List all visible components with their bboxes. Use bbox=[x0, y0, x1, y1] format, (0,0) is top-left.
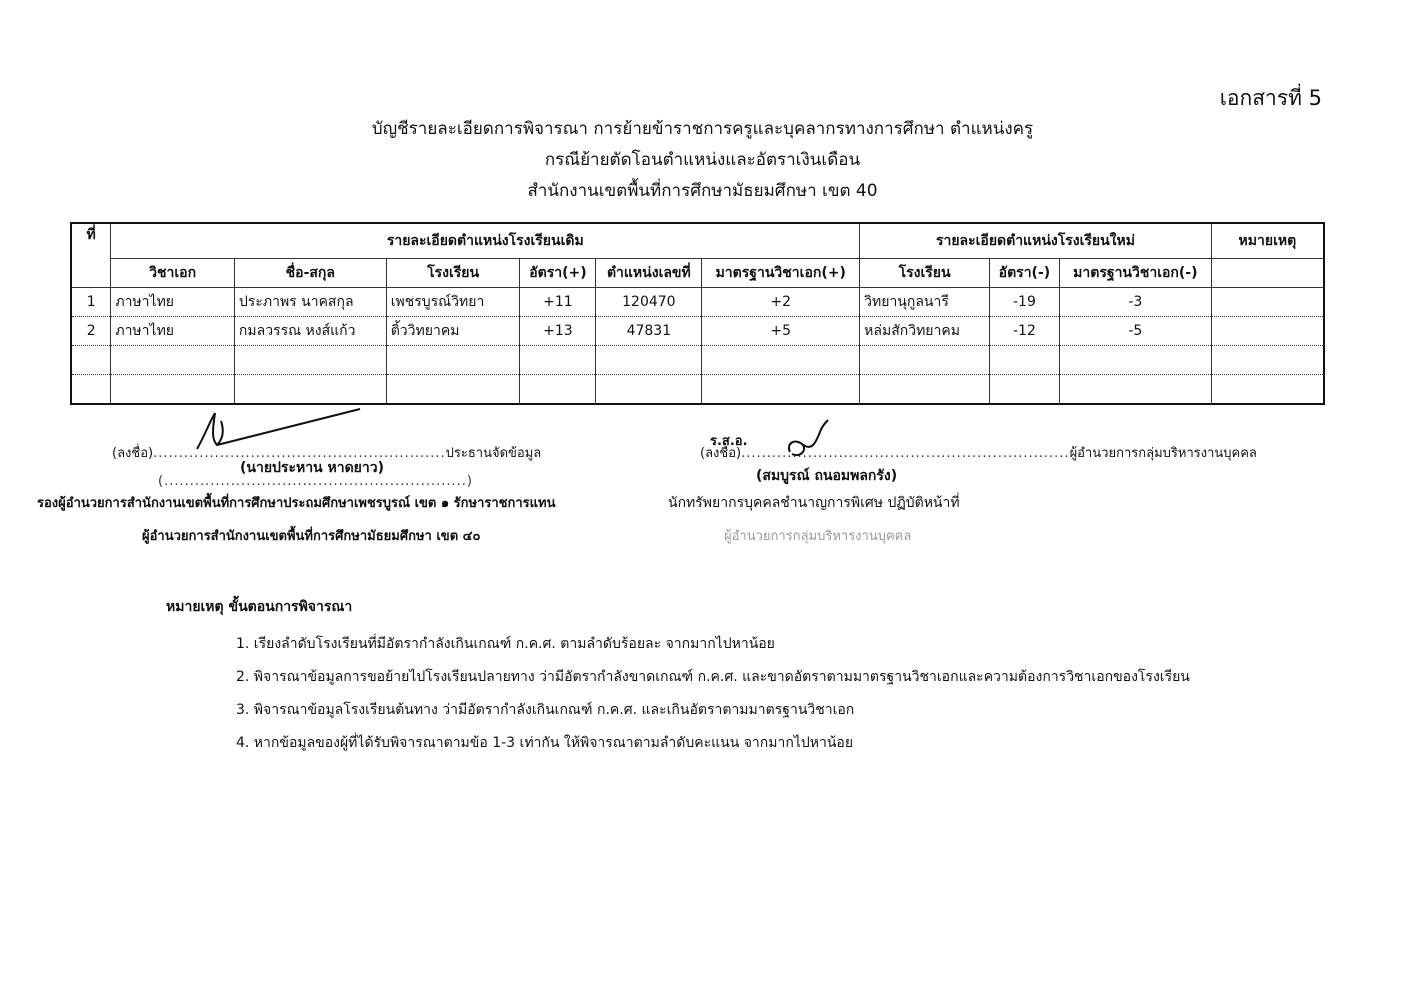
row-no: 1 bbox=[71, 288, 111, 317]
row-school: เพชรบูรณ์วิทยา bbox=[386, 288, 520, 317]
row-new-school: วิทยานุกูลนารี bbox=[860, 288, 990, 317]
row-std-plus: +2 bbox=[702, 288, 860, 317]
left-sign-name: (นายประหาน หาดยาว) bbox=[240, 460, 384, 476]
row-position-no: 120470 bbox=[596, 288, 702, 317]
new-school-group-header: รายละเอียดตำแหน่งโรงเรียนใหม่ bbox=[860, 223, 1212, 259]
row-school: ติ้ววิทยาคม bbox=[386, 317, 520, 346]
major-header: วิชาเอก bbox=[111, 259, 235, 288]
rate-plus-header: อัตรา(+) bbox=[520, 259, 596, 288]
row-rate-plus: +13 bbox=[520, 317, 596, 346]
school-header: โรงเรียน bbox=[386, 259, 520, 288]
notes-heading: หมายเหตุ ขั้นตอนการพิจารณา bbox=[166, 599, 353, 615]
right-sign-position-line2: ผู้อำนวยการกลุ่มบริหารงานบุคคล bbox=[724, 529, 912, 544]
document-label: เอกสารที่ 5 bbox=[1219, 86, 1322, 110]
table-row-empty bbox=[71, 375, 1324, 405]
row-std-plus: +5 bbox=[702, 317, 860, 346]
notes-list bbox=[166, 628, 1190, 760]
col-no-header: ที่ bbox=[71, 223, 111, 288]
row-rate-minus: -12 bbox=[989, 317, 1059, 346]
left-sign-label: (ลงชื่อ) bbox=[112, 446, 154, 461]
notes-section bbox=[166, 596, 1190, 760]
rate-minus-header: อัตรา(-) bbox=[989, 259, 1059, 288]
right-sign-role: ผู้อำนวยการกลุ่มบริหารงานบุคคล bbox=[1069, 446, 1257, 461]
note-item: 4. 4. หากข้อมูลของผู้ที่ได้รับพิจารณาตามข้อ 1-3 เท่ากัน ให้พิจารณาตามลำดับคะแนน จากมากไปหาน้อย bbox=[236, 727, 1190, 760]
title-line-2: กรณีย้ายตัดโอนตำแหน่งและอัตราเงินเดือน bbox=[544, 150, 861, 170]
note-item: 1. 1. เรียงลำดับโรงเรียนที่มีอัตรากำลังเกินเกณฑ์ ก.ค.ศ. ตามลำดับร้อยละ จากมากไปหาน้อย bbox=[236, 628, 1190, 661]
row-std-minus: -3 bbox=[1059, 288, 1211, 317]
remark-blank-header bbox=[1211, 259, 1324, 288]
row-rate-minus: -19 bbox=[989, 288, 1059, 317]
row-new-school: หล่มสักวิทยาคม bbox=[860, 317, 990, 346]
note-item: 3. 3. พิจารณาข้อมูลโรงเรียนต้นทาง ว่ามีอัตรากำลังเกินเกณฑ์ ก.ค.ศ. และเกินอัตราตามมาตรฐานวิชาเอก bbox=[236, 694, 1190, 727]
row-major: ภาษาไทย bbox=[111, 288, 235, 317]
document-title bbox=[0, 114, 1405, 207]
row-no: 2 bbox=[71, 317, 111, 346]
name-header: ชื่อ-สกุล bbox=[234, 259, 386, 288]
right-signature-block: ร.ส.อ. (ลงชื่อ)................................................................ผู้อำนวยการกลุ่มบริหารงานบุคคล (สมบูรณ์ ถนอมพลกรัง) bbox=[700, 443, 1260, 487]
remark-header: หมายเหตุ bbox=[1211, 223, 1324, 259]
std-minus-header: มาตรฐานวิชาเอก(-) bbox=[1059, 259, 1211, 288]
table-row bbox=[71, 317, 1324, 346]
table-group-header bbox=[71, 223, 1324, 259]
right-sign-name: (สมบูรณ์ ถนอมพลกรัง) bbox=[756, 468, 898, 484]
row-position-no: 47831 bbox=[596, 317, 702, 346]
row-std-minus: -5 bbox=[1059, 317, 1211, 346]
note-item: 2. 2. พิจารณาข้อมูลการขอย้ายไปโรงเรียนปลายทาง ว่ามีอัตรากำลังขาดเกณฑ์ ก.ค.ศ. และขาดอัตราตามมาตรฐานวิชาเอกและความต้องการวิชาเอกของโรงเรียน bbox=[236, 661, 1190, 694]
left-sign-position-line2: ผู้อำนวยการสำนักงานเขตพื้นที่การศึกษามัธยมศึกษา เขต ๔๐ bbox=[142, 529, 481, 544]
right-sign-position-line1: นักทรัพยากรบุคคลชำนาญการพิเศษ ปฏิบัติหน้าที่ bbox=[668, 495, 960, 511]
std-plus-header: มาตรฐานวิชาเอก(+) bbox=[702, 259, 860, 288]
new-school-header: โรงเรียน bbox=[860, 259, 990, 288]
row-remark bbox=[1211, 317, 1324, 346]
left-signature-block: (ลงชื่อ).........................................................ประธานจัดข้อมูล (นายประหาน หาดยาว) (...........................................................) bbox=[112, 446, 542, 489]
title-line-3: สำนักงานเขตพื้นที่การศึกษามัธยมศึกษา เขต 40 bbox=[527, 181, 878, 201]
table-row-empty bbox=[71, 346, 1324, 375]
position-no-header: ตำแหน่งเลขที่ bbox=[596, 259, 702, 288]
row-major: ภาษาไทย bbox=[111, 317, 235, 346]
table-row bbox=[71, 288, 1324, 317]
left-sign-position-line1: รองผู้อำนวยการสำนักงานเขตพื้นที่การศึกษาประถมศึกษาเพชรบูรณ์ เขต ๑ รักษาราชการแทน bbox=[37, 496, 556, 511]
row-name: ประภาพร นาคสกุล bbox=[234, 288, 386, 317]
row-name: กมลวรรณ หงส์แก้ว bbox=[234, 317, 386, 346]
title-line-1: บัญชีรายละเอียดการพิจารณา การย้ายข้าราชการครูและบุคลากรทางการศึกษา ตำแหน่งครู bbox=[371, 119, 1034, 139]
right-sign-label: (ลงชื่อ) bbox=[700, 446, 742, 461]
transfer-table bbox=[70, 222, 1325, 405]
left-sign-role: ประธานจัดข้อมูล bbox=[445, 446, 542, 461]
table-column-header bbox=[71, 259, 1324, 288]
old-school-group-header: รายละเอียดตำแหน่งโรงเรียนเดิม bbox=[111, 223, 860, 259]
row-rate-plus: +11 bbox=[520, 288, 596, 317]
right-sign-stamp: ร.ส.อ. bbox=[710, 434, 748, 449]
row-remark bbox=[1211, 288, 1324, 317]
